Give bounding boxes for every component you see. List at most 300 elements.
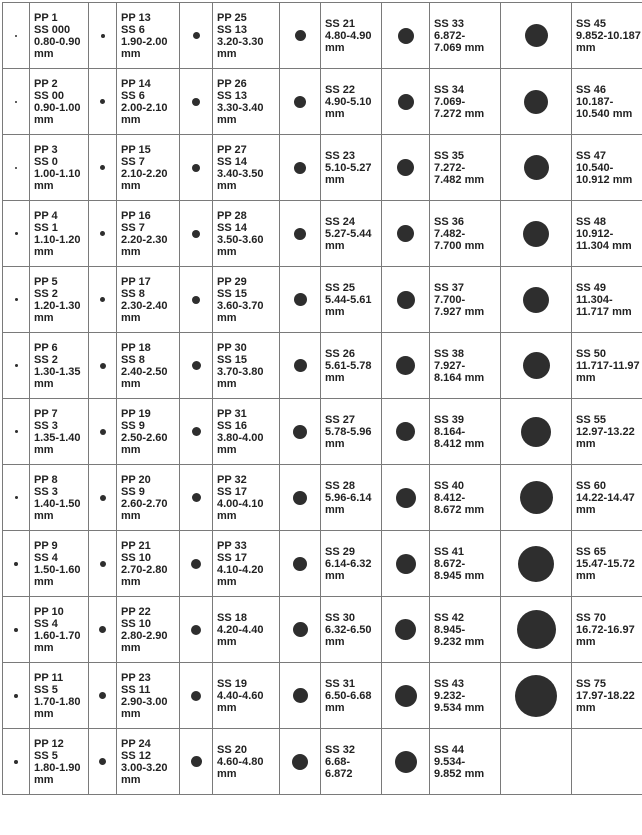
size-label-line: mm	[34, 510, 54, 522]
size-dot-icon	[397, 291, 415, 309]
size-row	[3, 663, 642, 729]
size-label-line: PP 8	[34, 474, 58, 486]
size-label-line: 2.20-2.30	[121, 234, 168, 246]
size-dot-icon	[293, 688, 308, 703]
size-label-line: SS 36	[434, 216, 464, 228]
size-label-line: 9.852 mm	[434, 768, 485, 780]
size-label-line: mm	[121, 510, 141, 522]
size-label-cell	[213, 663, 280, 729]
size-label-line: PP 29	[217, 276, 247, 288]
size-label-line: mm	[34, 246, 54, 258]
size-label-line: SS 12	[121, 750, 151, 762]
size-dot-icon	[14, 562, 18, 566]
size-label-cell	[213, 3, 280, 69]
size-dot-icon	[293, 557, 307, 571]
size-label-line: 6.872-	[434, 30, 466, 42]
size-label-line: SS 29	[325, 546, 355, 558]
size-label-line: PP 25	[217, 12, 247, 24]
size-label-line: 3.70-3.80	[217, 366, 264, 378]
size-label-line: SS 7	[121, 156, 145, 168]
size-dot-icon	[100, 165, 105, 170]
size-label-line: mm	[217, 768, 237, 780]
size-label-line: 6.50-6.68	[325, 690, 372, 702]
size-label-line: 1.30-1.35	[34, 366, 81, 378]
size-label-cell	[213, 729, 280, 795]
size-label-line: 4.10-4.20	[217, 564, 264, 576]
size-label-line: mm	[34, 378, 54, 390]
size-label-line: 1.00-1.10	[34, 168, 81, 180]
size-label-line: SS 45	[576, 18, 606, 30]
size-label-line: SS 000	[34, 24, 71, 36]
size-label-line: mm	[121, 114, 141, 126]
size-label-cell	[572, 69, 642, 135]
size-dot-icon	[99, 692, 106, 699]
size-label-line: mm	[34, 576, 54, 588]
size-label-line: PP 17	[121, 276, 151, 288]
size-label-line: 0.80-0.90	[34, 36, 81, 48]
dot-cell	[180, 597, 213, 663]
dot-cell	[89, 201, 117, 267]
dot-cell	[3, 597, 30, 663]
size-label-cell	[213, 399, 280, 465]
size-row	[3, 531, 642, 597]
size-label-line: SS 5	[34, 750, 58, 762]
size-label-line: 11.717-11.97	[576, 360, 640, 372]
size-label-line: 7.069-	[434, 96, 466, 108]
size-label-line: SS 15	[217, 354, 247, 366]
size-label-cell	[321, 663, 382, 729]
dot-cell	[382, 531, 430, 597]
size-label-cell	[430, 267, 501, 333]
dot-cell	[89, 663, 117, 729]
size-label-cell	[213, 201, 280, 267]
size-label-cell	[430, 465, 501, 531]
dot-cell	[89, 267, 117, 333]
size-label-line: 6.872	[325, 768, 353, 780]
size-label-line: 5.27-5.44	[325, 228, 372, 240]
size-row	[3, 135, 642, 201]
size-label-cell	[30, 729, 89, 795]
size-label-line: mm	[325, 438, 345, 450]
size-label-line: PP 18	[121, 342, 151, 354]
dot-cell	[382, 465, 430, 531]
size-dot-icon	[99, 626, 106, 633]
size-label-line: SS 24	[325, 216, 355, 228]
size-label-line: 7.482-	[434, 228, 466, 240]
size-label-line: 7.927 mm	[434, 306, 485, 318]
size-label-line: SS 10	[121, 552, 151, 564]
size-label-line: SS 48	[576, 216, 606, 228]
size-label-cell	[572, 399, 642, 465]
dot-cell	[501, 333, 572, 399]
size-label-line: PP 12	[34, 738, 64, 750]
size-label-cell	[117, 201, 180, 267]
size-label-line: mm	[217, 312, 237, 324]
size-label-line: SS 3	[34, 486, 58, 498]
dot-cell	[501, 399, 572, 465]
dot-cell	[280, 399, 321, 465]
dot-cell	[280, 531, 321, 597]
size-label-line: mm	[34, 642, 54, 654]
size-label-line: 8.412 mm	[434, 438, 485, 450]
size-label-cell	[430, 201, 501, 267]
dot-cell	[501, 465, 572, 531]
size-label-line: mm	[121, 378, 141, 390]
dot-cell	[280, 465, 321, 531]
dot-cell	[89, 399, 117, 465]
size-label-line: 5.10-5.27	[325, 162, 372, 174]
size-label-line: 9.852-10.187	[576, 30, 641, 42]
size-label-line: PP 7	[34, 408, 58, 420]
size-dot-icon	[294, 359, 307, 372]
size-label-line: 4.60-4.80	[217, 756, 264, 768]
size-label-cell	[572, 663, 642, 729]
dot-cell	[501, 663, 572, 729]
size-label-line: SS 30	[325, 612, 355, 624]
size-dot-icon	[100, 231, 105, 236]
dot-cell	[280, 267, 321, 333]
size-label-cell	[572, 597, 642, 663]
size-label-line: 1.70-1.80	[34, 696, 81, 708]
size-dot-icon	[295, 30, 306, 41]
size-dot-icon	[398, 94, 414, 110]
size-dot-icon	[397, 225, 414, 242]
size-dot-icon	[397, 159, 414, 176]
size-label-line: 4.80-4.90	[325, 30, 372, 42]
size-label-line: SS 14	[217, 222, 247, 234]
size-dot-icon	[192, 98, 200, 106]
size-label-cell	[321, 729, 382, 795]
size-label-cell	[117, 597, 180, 663]
size-label-line: 8.945 mm	[434, 570, 485, 582]
size-label-line: PP 1	[34, 12, 58, 24]
size-label-line: PP 6	[34, 342, 58, 354]
dot-cell	[382, 729, 430, 795]
size-label-cell	[117, 729, 180, 795]
size-label-cell	[430, 3, 501, 69]
size-label-line: 8.945-	[434, 624, 466, 636]
size-dot-icon	[524, 90, 548, 114]
size-label-line: SS 15	[217, 288, 247, 300]
size-label-line: SS 33	[434, 18, 464, 30]
size-label-line: 1.35-1.40	[34, 432, 81, 444]
size-label-line: mm	[576, 504, 596, 516]
dot-cell	[180, 135, 213, 201]
size-label-line: 10.540-	[576, 162, 614, 174]
size-dot-icon	[192, 296, 200, 304]
dot-cell	[89, 729, 117, 795]
size-row	[3, 465, 642, 531]
dot-cell	[3, 399, 30, 465]
size-label-cell	[213, 597, 280, 663]
size-label-cell	[30, 597, 89, 663]
size-label-line: PP 33	[217, 540, 247, 552]
size-label-cell	[30, 267, 89, 333]
size-label-line: mm	[121, 444, 141, 456]
size-label-cell	[430, 135, 501, 201]
size-label-line: SS 18	[217, 612, 247, 624]
dot-cell	[501, 597, 572, 663]
size-dot-icon	[15, 430, 18, 433]
size-label-line: PP 16	[121, 210, 151, 222]
size-label-line: SS 28	[325, 480, 355, 492]
size-label-cell	[321, 399, 382, 465]
size-label-line: SS 8	[121, 288, 145, 300]
size-label-cell	[572, 531, 642, 597]
size-dot-icon	[192, 427, 201, 436]
size-label-line: mm	[121, 774, 141, 786]
dot-cell	[280, 663, 321, 729]
dot-cell	[3, 333, 30, 399]
size-label-line: SS 1	[34, 222, 58, 234]
size-label-line: SS 4	[34, 552, 58, 564]
size-dot-icon	[396, 422, 415, 441]
size-label-line: SS 4	[34, 618, 58, 630]
size-label-line: PP 31	[217, 408, 247, 420]
size-label-line: mm	[325, 108, 345, 120]
size-label-line: PP 10	[34, 606, 64, 618]
size-label-line: 8.164-	[434, 426, 466, 438]
size-label-line: SS 47	[576, 150, 606, 162]
size-label-line: SS 20	[217, 744, 247, 756]
size-dot-icon	[192, 230, 200, 238]
dot-cell	[3, 729, 30, 795]
size-dot-icon	[517, 610, 556, 649]
size-label-cell	[30, 399, 89, 465]
size-label-line: 3.30-3.40	[217, 102, 264, 114]
size-label-line: 0.90-1.00	[34, 102, 81, 114]
size-dot-icon	[396, 356, 415, 375]
size-dot-icon	[395, 685, 417, 707]
dot-cell	[501, 729, 572, 795]
size-label-cell	[117, 399, 180, 465]
size-label-line: mm	[325, 372, 345, 384]
size-label-line: PP 22	[121, 606, 151, 618]
size-dot-icon	[395, 751, 417, 773]
size-label-line: PP 14	[121, 78, 151, 90]
size-label-line: SS 55	[576, 414, 606, 426]
dot-cell	[89, 3, 117, 69]
size-label-line: SS 6	[121, 24, 145, 36]
dot-cell	[3, 465, 30, 531]
size-dot-icon	[523, 221, 549, 247]
dot-cell	[382, 267, 430, 333]
size-label-line: 6.14-6.32	[325, 558, 372, 570]
size-row	[3, 3, 642, 69]
size-label-line: mm	[325, 174, 345, 186]
dot-cell	[3, 267, 30, 333]
size-label-line: 2.40-2.50	[121, 366, 168, 378]
size-label-line: 1.10-1.20	[34, 234, 81, 246]
size-label-cell	[321, 267, 382, 333]
size-row	[3, 267, 642, 333]
size-label-line: SS 2	[34, 288, 58, 300]
dot-cell	[3, 201, 30, 267]
dot-cell	[382, 399, 430, 465]
dot-cell	[382, 333, 430, 399]
size-label-line: SS 35	[434, 150, 464, 162]
size-label-line: 3.00-3.20	[121, 762, 168, 774]
size-dot-icon	[292, 754, 308, 770]
size-dot-icon	[396, 554, 416, 574]
size-label-line: mm	[325, 636, 345, 648]
dot-cell	[89, 465, 117, 531]
size-label-cell	[430, 333, 501, 399]
size-label-line: mm	[325, 306, 345, 318]
size-dot-icon	[294, 228, 306, 240]
size-row	[3, 597, 642, 663]
size-label-line: 3.80-4.00	[217, 432, 264, 444]
size-label-cell	[430, 597, 501, 663]
size-dot-icon	[294, 162, 306, 174]
size-dot-icon	[14, 628, 18, 632]
size-label-line: mm	[121, 708, 141, 720]
size-dot-icon	[100, 561, 106, 567]
size-dot-icon	[100, 429, 106, 435]
size-label-cell	[117, 531, 180, 597]
size-label-line: 10.540 mm	[576, 108, 633, 120]
size-label-cell	[213, 69, 280, 135]
size-label-line: PP 26	[217, 78, 247, 90]
dot-cell	[280, 729, 321, 795]
size-dot-icon	[192, 164, 200, 172]
size-label-cell	[30, 465, 89, 531]
dot-cell	[180, 663, 213, 729]
size-label-line: 7.927-	[434, 360, 466, 372]
size-label-cell	[321, 3, 382, 69]
size-label-cell	[30, 3, 89, 69]
size-dot-icon	[192, 493, 201, 502]
size-dot-icon	[191, 756, 202, 767]
size-label-line: SS 70	[576, 612, 606, 624]
size-label-line: SS 14	[217, 156, 247, 168]
size-dot-icon	[521, 417, 551, 447]
size-dot-icon	[523, 287, 549, 313]
dot-cell	[382, 3, 430, 69]
dot-cell	[382, 663, 430, 729]
size-label-line: SS 22	[325, 84, 355, 96]
size-label-cell	[213, 333, 280, 399]
dot-cell	[89, 333, 117, 399]
size-dot-icon	[398, 28, 414, 44]
size-dot-icon	[99, 758, 106, 765]
size-label-line: 1.80-1.90	[34, 762, 81, 774]
size-label-line: 9.232 mm	[434, 636, 485, 648]
size-dot-icon	[520, 481, 553, 514]
size-label-line: 5.96-6.14	[325, 492, 372, 504]
size-label-line: 3.40-3.50	[217, 168, 264, 180]
size-dot-icon	[15, 496, 18, 499]
size-label-line: mm	[576, 570, 596, 582]
size-label-cell	[321, 135, 382, 201]
size-label-cell	[572, 3, 642, 69]
dot-cell	[180, 729, 213, 795]
size-label-line: 15.47-15.72	[576, 558, 635, 570]
size-row	[3, 333, 642, 399]
size-label-cell	[321, 201, 382, 267]
size-label-line: mm	[217, 114, 237, 126]
size-label-line: SS 65	[576, 546, 606, 558]
size-dot-icon	[294, 96, 306, 108]
size-label-line: mm	[34, 180, 54, 192]
size-label-cell	[30, 663, 89, 729]
dot-cell	[382, 69, 430, 135]
size-label-cell	[213, 465, 280, 531]
size-label-cell	[117, 135, 180, 201]
size-label-line: 4.00-4.10	[217, 498, 264, 510]
size-label-line: mm	[34, 774, 54, 786]
size-label-line: PP 21	[121, 540, 151, 552]
size-label-line: 3.50-3.60	[217, 234, 264, 246]
size-label-line: SS 50	[576, 348, 606, 360]
size-label-cell	[321, 69, 382, 135]
size-label-line: mm	[576, 702, 596, 714]
size-label-line: 16.72-16.97	[576, 624, 635, 636]
size-row	[3, 201, 642, 267]
dot-cell	[382, 135, 430, 201]
size-label-line: mm	[325, 570, 345, 582]
size-label-line: mm	[121, 48, 141, 60]
size-label-line: mm	[576, 372, 596, 384]
size-label-line: 4.40-4.60	[217, 690, 264, 702]
size-label-line: 2.80-2.90	[121, 630, 168, 642]
size-label-cell	[572, 729, 642, 795]
size-label-line: mm	[576, 438, 596, 450]
size-label-line: SS 37	[434, 282, 464, 294]
size-label-line: SS 46	[576, 84, 606, 96]
size-label-line: PP 15	[121, 144, 151, 156]
size-label-cell	[572, 333, 642, 399]
size-label-line: PP 9	[34, 540, 58, 552]
size-label-line: 2.30-2.40	[121, 300, 168, 312]
size-dot-icon	[518, 546, 554, 582]
size-label-line: PP 30	[217, 342, 247, 354]
size-label-line: SS 8	[121, 354, 145, 366]
size-label-line: 17.97-18.22	[576, 690, 635, 702]
size-dot-icon	[100, 363, 106, 369]
size-label-line: mm	[217, 702, 237, 714]
size-label-cell	[117, 465, 180, 531]
size-label-line: mm	[217, 246, 237, 258]
size-label-line: 10.187-	[576, 96, 614, 108]
size-label-line: SS 21	[325, 18, 355, 30]
dot-cell	[501, 531, 572, 597]
size-label-line: PP 13	[121, 12, 151, 24]
dot-cell	[280, 135, 321, 201]
size-label-line: SS 38	[434, 348, 464, 360]
size-label-cell	[117, 267, 180, 333]
size-label-line: 2.70-2.80	[121, 564, 168, 576]
size-label-line: 5.44-5.61	[325, 294, 372, 306]
size-label-line: SS 0	[34, 156, 58, 168]
dot-cell	[89, 531, 117, 597]
size-label-line: 8.672-	[434, 558, 466, 570]
size-label-cell	[117, 333, 180, 399]
size-label-line: 3.60-3.70	[217, 300, 264, 312]
size-label-cell	[117, 69, 180, 135]
size-label-line: 9.232-	[434, 690, 466, 702]
dot-cell	[180, 333, 213, 399]
size-row	[3, 729, 642, 795]
size-label-line: PP 27	[217, 144, 247, 156]
size-label-line: mm	[325, 42, 345, 54]
size-label-line: mm	[217, 510, 237, 522]
size-dot-icon	[100, 99, 105, 104]
dot-cell	[180, 531, 213, 597]
dot-cell	[89, 135, 117, 201]
size-dot-icon	[192, 361, 201, 370]
dot-cell	[180, 3, 213, 69]
